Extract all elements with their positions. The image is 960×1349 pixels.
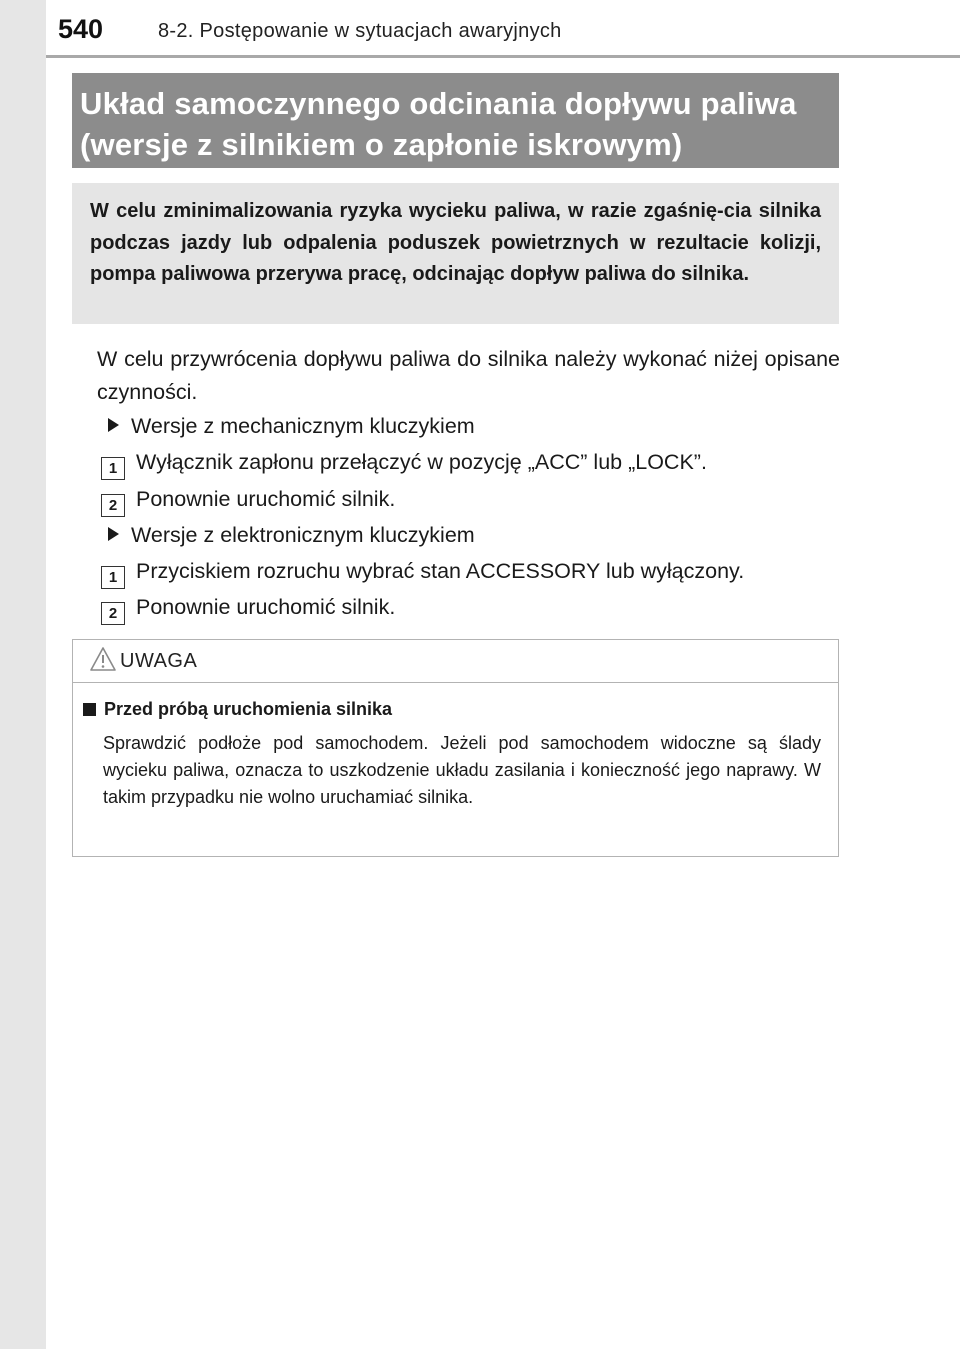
body-paragraph: W celu przywrócenia dopływu paliwa do silnika należy wykonać niżej opisane czynności. [97,347,840,404]
step-number-badge: 2 [101,494,125,517]
warning-text: Sprawdzić podłoże pod samochodem. Jeżeli pod samochodem widoczne są ślady wycieku paliwa, oznacza to uszkodzenie układu zasilania i konieczność jego naprawy. W takim przypadku nie wolno uruchamiać silnika. [103,733,821,807]
variant-label: Wersje z elektronicznym kluczykiem [131,523,475,547]
step-number-badge: 2 [101,602,125,625]
title-line-2: (wersje z silnikiem o zapłonie iskrowym) [80,127,683,162]
step-item [101,484,395,517]
step-number-badge: 1 [101,457,125,480]
intro-text: W celu zminimalizowania ryzyka wycieku paliwa, w razie zgaśnię-cia silnika podczas jazdy lub odpalenia poduszek powietrznych w rezultacie kolizji, pompa paliwowa przerywa pracę, odcinając dopływ paliwa do silnika. [90,200,821,285]
section-header: 8-2. Postępowanie w sytuacjach awaryjnych [158,20,562,42]
variant-heading-mechanical [108,411,475,441]
title-line-1: Układ samoczynnego odcinania dopływu paliwa [80,86,797,121]
step-text: Ponownie uruchomić silnik. [136,595,396,619]
variant-label: Wersje z mechanicznym kluczykiem [131,414,475,438]
header-divider [46,55,960,58]
page-number: 540 [58,14,104,44]
warning-label: UWAGA [120,650,198,672]
step-item [101,556,744,589]
step-text: Ponownie uruchomić silnik. [136,487,396,511]
warning-triangle-icon [89,645,117,678]
step-text: Przyciskiem rozruchu wybrać stan ACCESSORY lub wyłączony. [136,559,745,583]
step-item [101,592,395,625]
section-title-box [72,73,839,168]
step-item [101,447,707,480]
step-number-badge: 1 [101,566,125,589]
warning-box [72,639,839,857]
triangle-bullet-icon [108,418,119,432]
intro-box [72,183,839,324]
triangle-bullet-icon [108,527,119,541]
step-text: Wyłącznik zapłonu przełączyć w pozycję „ACC” lub „LOCK”. [136,450,707,474]
variant-heading-electronic [108,520,475,550]
warning-title [83,699,392,720]
square-bullet-icon [83,703,96,716]
warning-header [73,640,838,683]
warning-title-text: Przed próbą uruchomienia silnika [104,699,393,719]
page-margin-strip [0,0,46,1349]
